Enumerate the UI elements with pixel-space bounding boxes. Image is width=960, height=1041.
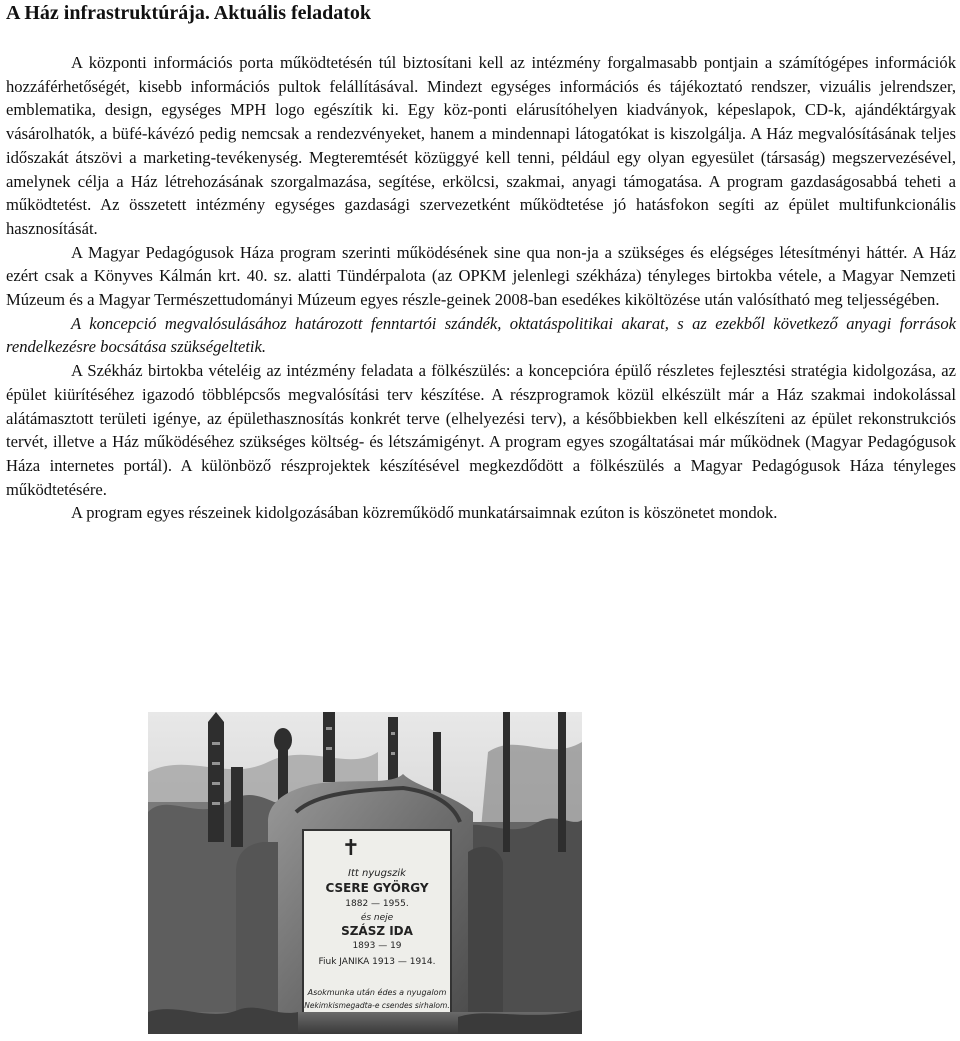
inscription-line-7: Fiuk JANIKA 1913 — 1914. [318,957,436,967]
inscription-line-3: 1882 — 1955. [345,899,409,909]
gravestone-photo [148,712,582,1034]
paragraph-5: A program egyes részeinek kidolgozásában közreműködő munkatársaimnak ezúton is köszönetet mondok. [71,503,778,523]
paragraph-3-italic: A koncepció megvalósulásához határozott fenntartói szándék, oktatáspolitikai akarat, s az ezekből következő anyagi források rendelkezésre bocsátása szükségeltetik. [6,313,956,357]
paragraph-4: A Székház birtokba vételéig az intézmény feladata a fölkészülés: a koncepcióra épülő részletes fejlesztési stratégia kidolgozása, az épület kiürítéséhez igazodó többlépcsős megvalósítási terv készítése. A részprogramok közül elkészült már a Ház szakmai indokolással alátámasztott területi igénye, az épülethasznosítás konkrét terve (elhelyezési terv), a későbbiekben kell elkészíteni az épület rekonstrukciós tervét, illetve a Ház működéséhez szükséges költség- és létszámigényt. A program egyes szogáltatásai már működnek (Magyar Pedagógusok Háza internetes portál). A különböző részprojektek készítésével megkezdődött a fölkészülés a Magyar Pedagógusok Háza tényleges működtetésére. [6,361,956,499]
inscription-line-5: SZÁSZ IDA [341,924,413,938]
cross-symbol: ✝ [341,836,361,861]
inscription-line-6: 1893 — 19 [352,941,402,951]
document-body [6,51,956,525]
inscription-line-9: Nekimkismegadta-e csendes sirhalom. [304,1001,450,1010]
inscription-line-2: CSERE GYÖRGY [325,881,429,895]
document-title: A Ház infrastruktúrája. Aktuális feladatok [6,2,372,24]
document-page [6,0,956,525]
gravestone-photo-image [148,712,582,1034]
paragraph-1: A központi információs porta működtetésén túl biztosítani kell az intézmény forgalmasabb pontjain a számítógépes információk hozzáférhetőségét, kisebb információs pultok felállításával. Mindezt egységes információs és tájékoztató rendszer, vizuális jelrendszer, emblematika, design, egységes MPH logo egészítik ki. Egy köz-ponti elárusítóhelyen kiadványok, képeslapok, CD-k, ajándéktárgyak vásárolhatók, a büfé-kávézó pedig nemcsak a rendezvényeket, hanem a mindennapi látogatókat is kiszolgálja. A Ház megvalósításának teljes időszakát átszövi a marketing-tevékenység. Megteremtését közüggyé kell tenni, például egy olyan egyesület (társaság) megszervezésével, amelynek célja a Ház létrehozásának szorgalmazása, segítése, erkölcsi, szakmai, anyagi támogatása. A program gazdaságosabbá teheti a működtetést. Az összetett intézmény egységes gazdasági szervezetként működtetése jó hatásfokon segíti az épület multifunkcionális hasznosítását. [6,53,956,238]
inscription-line-4: és neje [360,913,394,923]
inscription-line-1: Itt nyugszik [348,868,406,879]
inscription-line-8: Asokmunka után édes a nyugalom [307,988,447,997]
paragraph-2: A Magyar Pedagógusok Háza program szerinti működésének sine qua non-ja a szükséges és elégséges létesítményi háttér. A Ház ezért csak a Könyves Kálmán krt. 40. sz. alatti Tündérpalota (az OPKM jelenlegi székháza) tényleges birtokba vétele, a Magyar Nemzeti Múzeum és a Magyar Természettudományi Múzeum egyes részle-geinek 2008-ban esedékes kiköltözése után valósítható meg teljességében. [6,242,956,310]
